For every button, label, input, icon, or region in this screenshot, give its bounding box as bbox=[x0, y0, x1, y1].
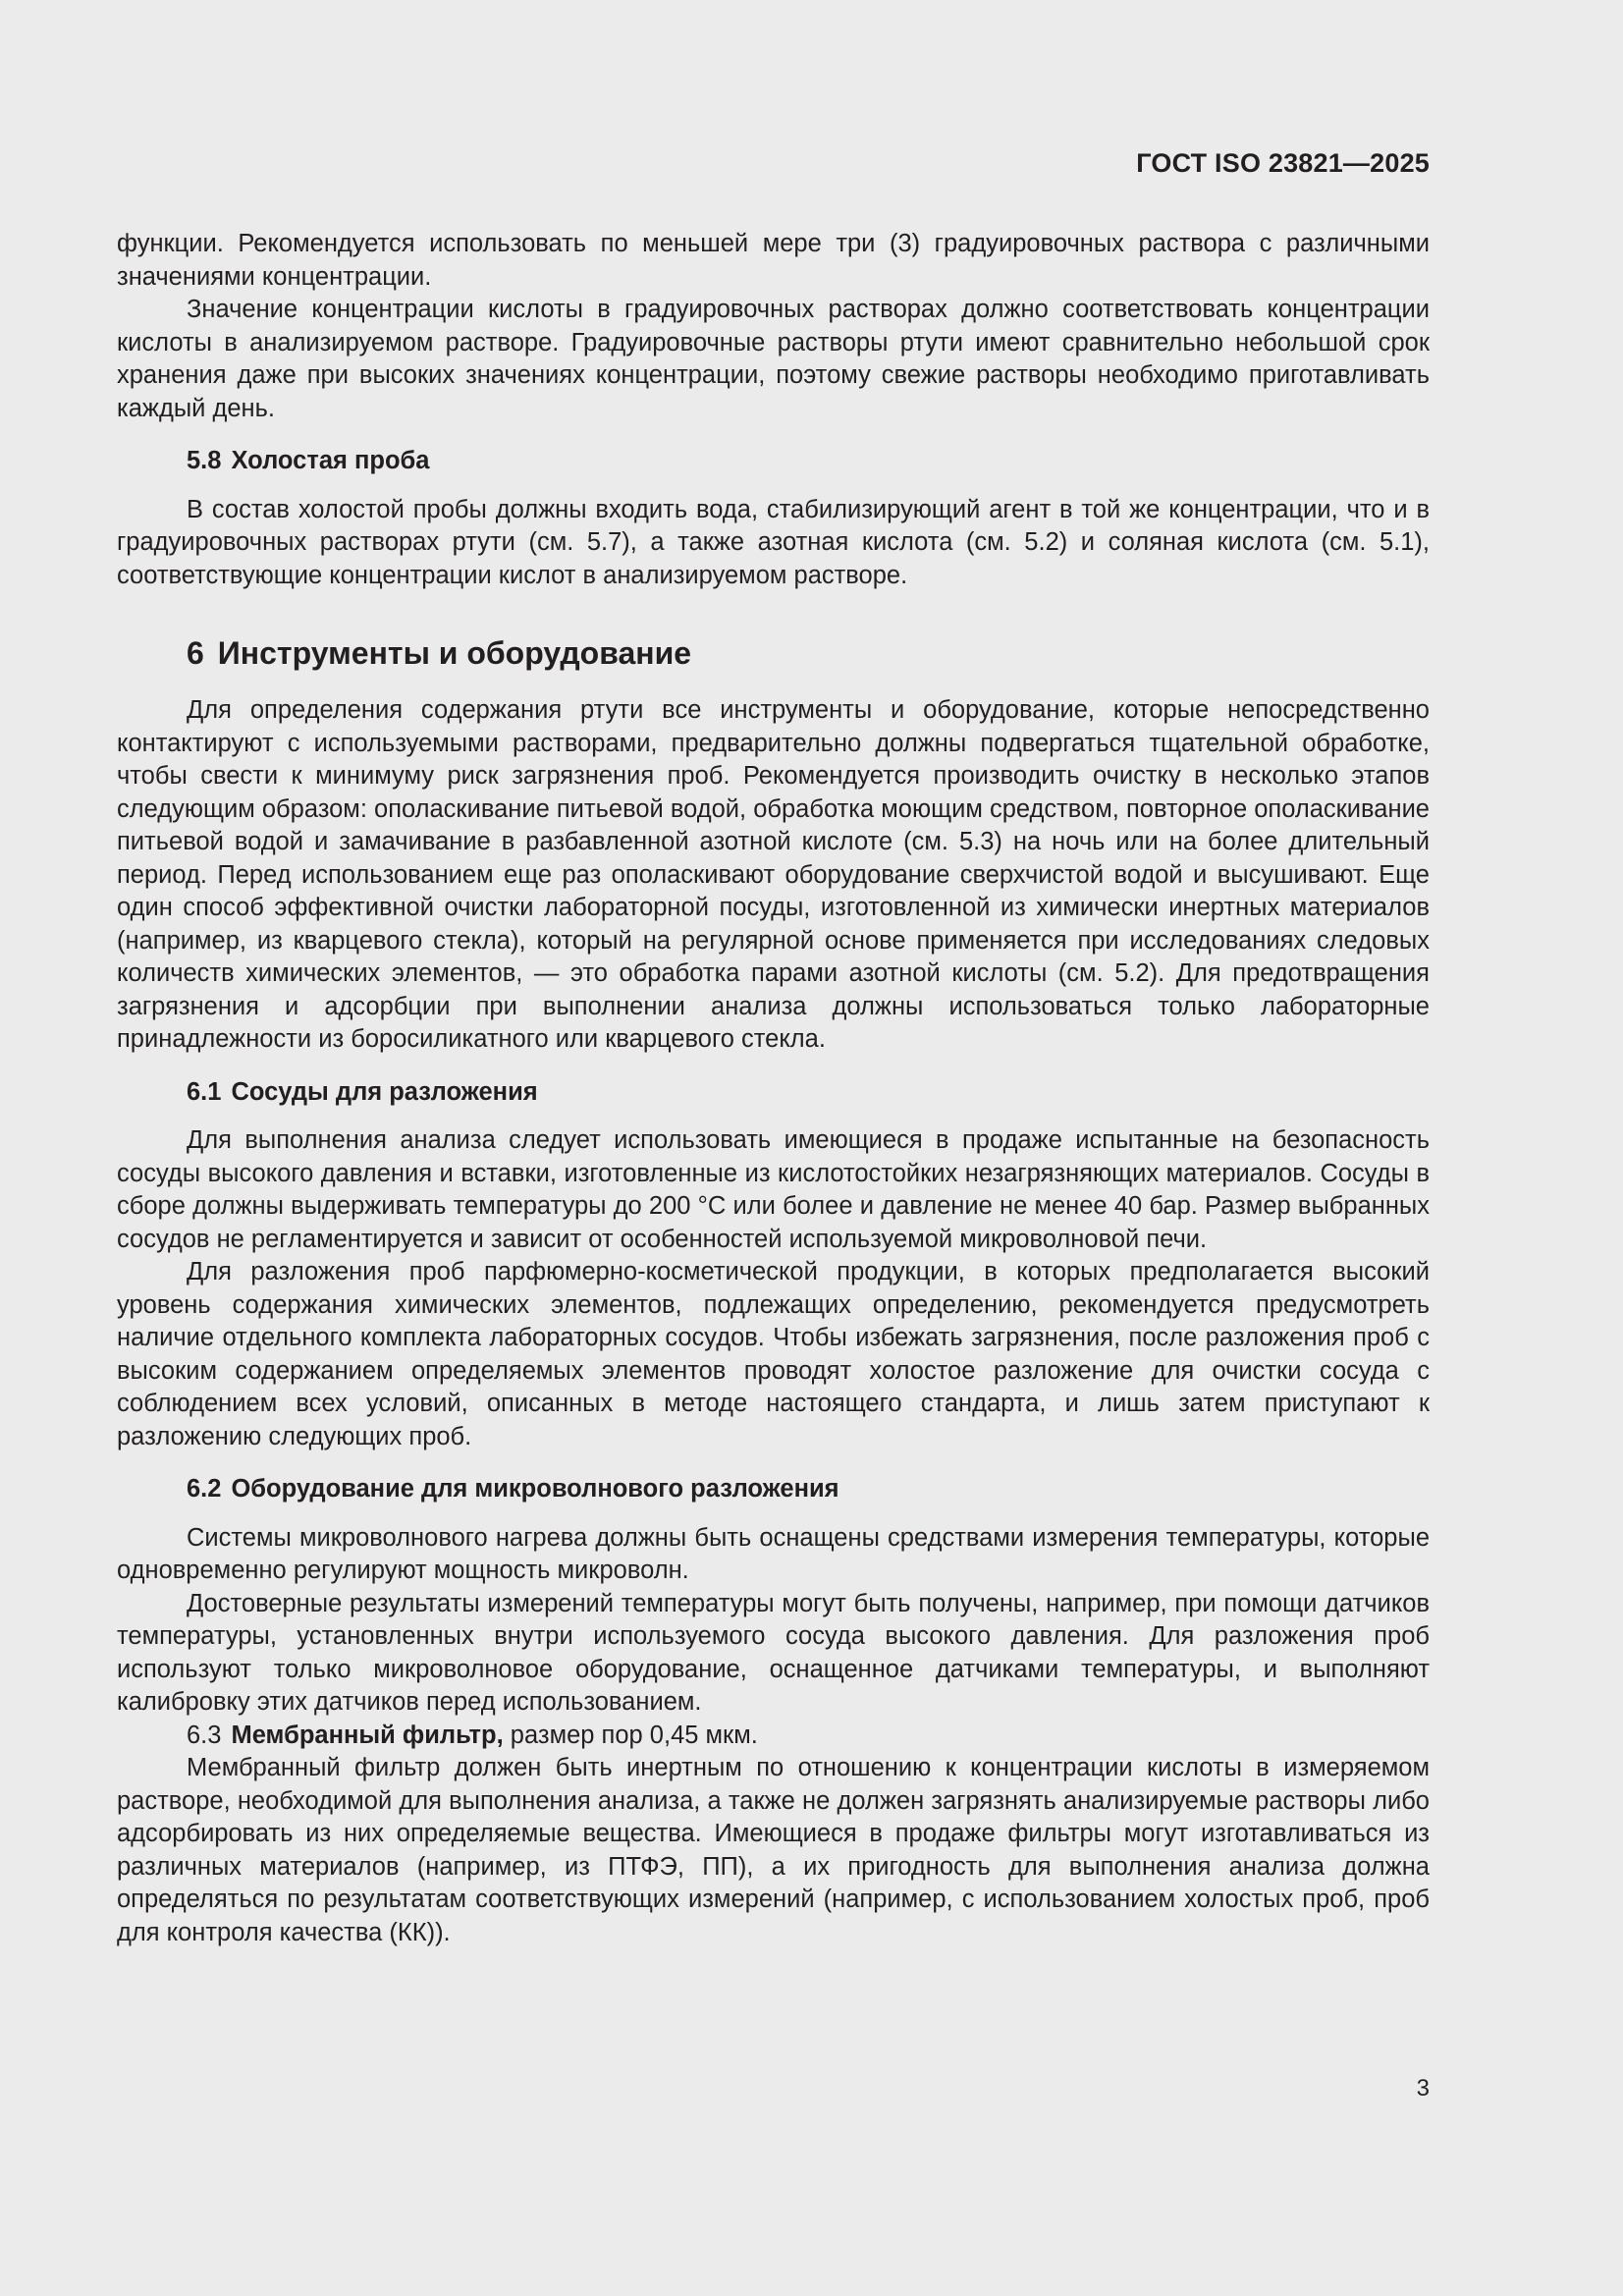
paragraph: функции. Рекомендуется использовать по меньшей мере три (3) градуировочных раствора с различными значениями концентрации. bbox=[117, 230, 1430, 291]
subsection-title: Оборудование для микроволнового разложения bbox=[231, 1475, 839, 1503]
section-heading-6 bbox=[187, 633, 1430, 673]
subsection-number: 6.2 bbox=[187, 1475, 222, 1503]
page-number: 3 bbox=[1416, 2075, 1430, 2102]
paragraph: Для определения содержания ртути все инструменты и оборудование, которые непосредственно контактируют с используемыми растворами, предварительно должны подвергаться тщательной обработке, чтобы свести к минимуму риск загрязнения проб. Рекомендуется производить очистку в несколько этапов следующим образом: ополаскивание питьевой водой, обработка моющим средством, повторное ополаскивание питьевой водой и замачивание в разбавленной азотной кислоте (см. 5.3) на ночь или на более длительный период. Перед использованием еще раз ополаскивают оборудование сверхчистой водой и высушивают. Еще один способ эффективной очистки лабораторной посуды, изготовленной из химически инертных материалов (например, из кварцевого стекла), который на регулярной основе применяется при исследованиях следовых количеств химических элементов, — это обработка парами азотной кислоты (см. 5.2). Для предотвращения загрязнения и адсорбции при выполнении анализа должны использоваться только лабораторные принадлежности из боросиликатного или кварцевого стекла. bbox=[117, 696, 1430, 1053]
subsection-heading-6-2 bbox=[187, 1473, 1430, 1506]
subsection-number: 6.1 bbox=[187, 1077, 222, 1106]
page-content bbox=[117, 228, 1430, 1949]
subsection-number: 6.3 bbox=[187, 1721, 222, 1749]
paragraph: В состав холостой пробы должны входить вода, стабилизирующий агент в той же концентрации, что и в градуировочных растворах ртути (см. 5.7), а также азотная кислота (см. 5.2) и соляная кислота (см. 5.1), соответствующие концентрации кислот в анализируемом растворе. bbox=[117, 495, 1430, 589]
subsection-number: 5.8 bbox=[187, 447, 222, 474]
subsection-title: Мембранный фильтр, bbox=[231, 1721, 504, 1749]
subsection-heading-5-8 bbox=[187, 445, 1430, 478]
subsection-title: Холостая проба bbox=[231, 447, 430, 474]
paragraph: Для выполнения анализа следует использовать имеющиеся в продаже испытанные на безопасность сосуды высокого давления и вставки, изготовленные из кислотостойких незагрязняющих материалов. Сосуды в сборе должны выдерживать температуры до 200 °С или более и давление не менее 40 бар. Размер выбранных сосудов не регламентируется и зависит от особенностей используемой микроволновой печи. bbox=[117, 1126, 1430, 1253]
paragraph: Мембранный фильтр должен быть инертным по отношению к концентрации кислоты в измеряемом растворе, необходимой для выполнения анализа, а также не должен загрязнять анализируемые растворы либо адсорбировать из них определяемые вещества. Имеющиеся в продаже фильтры могут изготавливаться из различных материалов (например, из ПТФЭ, ПП), а их пригодность для выполнения анализа должна определяться по результатам соответствующих измерений (например, с использованием холостых проб, проб для контроля качества (КК)). bbox=[117, 1754, 1430, 1946]
paragraph: Для разложения проб парфюмерно-косметической продукции, в которых предполагается высокий уровень содержания химических элементов, подлежащих определению, рекомендуется предусмотреть наличие отдельного комплекта лабораторных сосудов. Чтобы избежать загрязнения, после разложения проб с высоким содержанием определяемых элементов проводят холостое разложение для очистки сосуда с соблюдением всех условий, описанных в методе настоящего стандарта, и лишь затем приступают к разложению следующих проб. bbox=[117, 1258, 1430, 1450]
subsection-heading-6-1 bbox=[187, 1076, 1430, 1110]
section-number: 6 bbox=[187, 635, 204, 671]
subsection-heading-6-3 bbox=[117, 1720, 1430, 1753]
section-title: Инструменты и оборудование bbox=[217, 635, 692, 671]
paragraph: Достоверные результаты измерений температуры могут быть получены, например, при помощи датчиков температуры, установленных внутри используемого сосуда высокого давления. Для разложения проб используют только микроволновое оборудование, оснащенное датчиками температуры, и выполняют калибровку этих датчиков перед использованием. bbox=[117, 1589, 1430, 1716]
subsection-title-rest: размер пор 0,45 мкм. bbox=[510, 1721, 758, 1749]
paragraph: Значение концентрации кислоты в градуировочных растворах должно соответствовать концентрации кислоты в анализируемом растворе. Градуировочные растворы ртути имеют сравнительно небольшой срок хранения даже при высоких значениях концентрации, поэтому свежие растворы необходимо приготавливать каждый день. bbox=[117, 296, 1430, 422]
standard-designation: ГОСТ ISO 23821—2025 bbox=[1136, 148, 1430, 178]
paragraph: Системы микроволнового нагрева должны быть оснащены средствами измерения температуры, которые одновременно регулируют мощность микроволн. bbox=[117, 1523, 1430, 1584]
subsection-title: Сосуды для разложения bbox=[231, 1077, 538, 1106]
